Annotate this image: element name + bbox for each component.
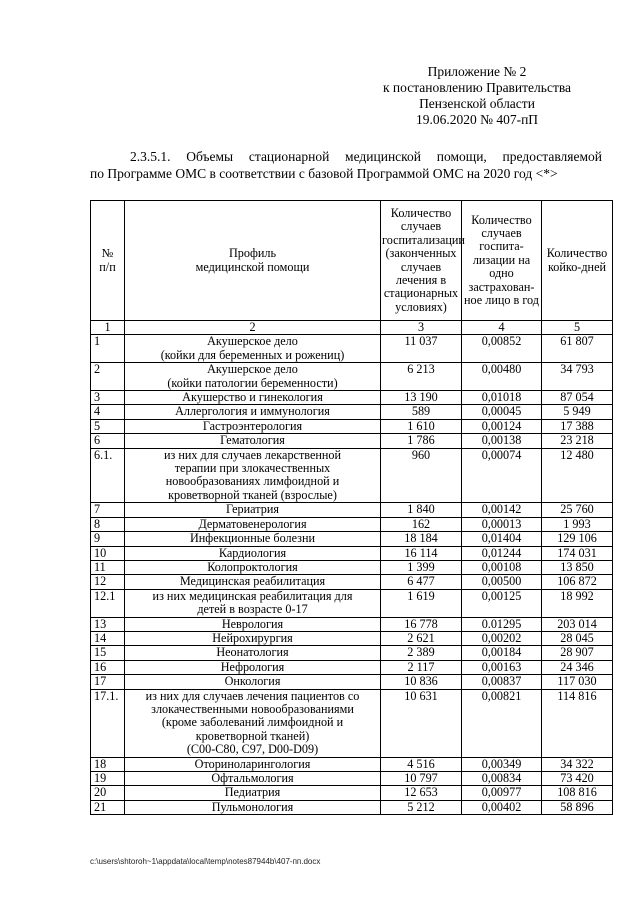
table-row — [91, 363, 613, 391]
table-row — [91, 689, 613, 757]
row-bed-days: 23 218 — [542, 434, 613, 448]
row-bed-days: 17 388 — [542, 419, 613, 433]
row-per-person: 0,00138 — [462, 434, 542, 448]
row-number: 6 — [91, 434, 125, 448]
row-cases: 10 631 — [381, 689, 462, 757]
row-bed-days: 13 850 — [542, 560, 613, 574]
row-cases: 11 037 — [381, 335, 462, 363]
row-cases: 1 610 — [381, 419, 462, 433]
row-per-person: 0,00074 — [462, 448, 542, 503]
row-per-person: 0,00142 — [462, 503, 542, 517]
row-profile: Педиатрия — [125, 786, 381, 800]
row-per-person: 0,01404 — [462, 532, 542, 546]
row-per-person: 0,00125 — [462, 589, 542, 617]
row-profile: Пульмонология — [125, 800, 381, 814]
row-profile: из них для случаев лечения пациентов со злокачественными новообразованиями (кроме заболеваний лимфоидной и кроветворной тканей) (С00-С80, С97, D00-D09) — [125, 689, 381, 757]
row-per-person: 0,00837 — [462, 675, 542, 689]
row-per-person: 0,00184 — [462, 646, 542, 660]
row-number: 10 — [91, 546, 125, 560]
row-number: 16 — [91, 660, 125, 674]
header-cases: Количество случаев госпитализации (законченных случаев лечения в стационарных условиях) — [381, 201, 462, 321]
row-profile: Аллергология и иммунология — [125, 405, 381, 419]
row-bed-days: 73 420 — [542, 772, 613, 786]
row-profile: Колопроктология — [125, 560, 381, 574]
row-per-person: 0,00124 — [462, 419, 542, 433]
table-row — [91, 405, 613, 419]
appendix-title: Приложение № 2 — [427, 64, 527, 79]
column-index: 1 — [91, 321, 125, 335]
table-row — [91, 589, 613, 617]
row-per-person: 0,00349 — [462, 757, 542, 771]
table-row — [91, 660, 613, 674]
header-bed-days: Количество койко-дней — [542, 201, 613, 321]
row-per-person: 0,00202 — [462, 631, 542, 645]
row-per-person: 0,01018 — [462, 391, 542, 405]
row-number: 1 — [91, 335, 125, 363]
column-index: 2 — [125, 321, 381, 335]
row-profile: Акушерское дело (койки патологии беременности) — [125, 363, 381, 391]
row-per-person: 0,00108 — [462, 560, 542, 574]
table-row — [91, 617, 613, 631]
row-bed-days: 1 993 — [542, 517, 613, 531]
row-bed-days: 18 992 — [542, 589, 613, 617]
column-index: 5 — [542, 321, 613, 335]
section-heading-line-2: по Программе ОМС в соответствии с базовой Программой ОМС на 2020 год <*> — [90, 166, 558, 181]
row-number: 6.1. — [91, 448, 125, 503]
row-number: 20 — [91, 786, 125, 800]
row-cases: 12 653 — [381, 786, 462, 800]
row-per-person: 0,01244 — [462, 546, 542, 560]
row-profile: Офтальмология — [125, 772, 381, 786]
row-per-person: 0,00163 — [462, 660, 542, 674]
section-heading — [90, 148, 602, 182]
table-row — [91, 419, 613, 433]
row-bed-days: 25 760 — [542, 503, 613, 517]
row-bed-days: 114 816 — [542, 689, 613, 757]
table-row — [91, 675, 613, 689]
row-cases: 4 516 — [381, 757, 462, 771]
row-number: 21 — [91, 800, 125, 814]
row-cases: 589 — [381, 405, 462, 419]
table-row — [91, 546, 613, 560]
row-number: 7 — [91, 503, 125, 517]
row-cases: 6 213 — [381, 363, 462, 391]
table-row — [91, 448, 613, 503]
header-per-person: Количество случаев госпита-лизации на одно застрахован-ное лицо в год — [462, 201, 542, 321]
row-per-person: 0.01295 — [462, 617, 542, 631]
row-cases: 1 399 — [381, 560, 462, 574]
row-per-person: 0,00977 — [462, 786, 542, 800]
row-number: 15 — [91, 646, 125, 660]
row-cases: 2 621 — [381, 631, 462, 645]
inpatient-care-volume-table — [90, 200, 613, 815]
row-profile: Кардиология — [125, 546, 381, 560]
row-cases: 18 184 — [381, 532, 462, 546]
row-bed-days: 5 949 — [542, 405, 613, 419]
row-profile: Нейрохирургия — [125, 631, 381, 645]
row-profile: Неонатология — [125, 646, 381, 660]
row-bed-days: 28 907 — [542, 646, 613, 660]
column-index-row — [91, 321, 613, 335]
row-cases: 162 — [381, 517, 462, 531]
table-body — [91, 321, 613, 815]
row-bed-days: 28 045 — [542, 631, 613, 645]
file-path-footer: c:\users\shtoroh~1\appdata\local\temp\notes87944b\407-пп.docx — [90, 857, 321, 866]
table-row — [91, 757, 613, 771]
row-number: 13 — [91, 617, 125, 631]
table-row — [91, 646, 613, 660]
row-bed-days: 24 346 — [542, 660, 613, 674]
row-profile: Медицинская реабилитация — [125, 575, 381, 589]
row-per-person: 0,00821 — [462, 689, 542, 757]
row-number: 4 — [91, 405, 125, 419]
row-cases: 16 778 — [381, 617, 462, 631]
table-row — [91, 503, 613, 517]
row-number: 17 — [91, 675, 125, 689]
row-bed-days: 87 054 — [542, 391, 613, 405]
row-profile: Гастроэнтерология — [125, 419, 381, 433]
row-profile: Оториноларингология — [125, 757, 381, 771]
row-profile: Онкология — [125, 675, 381, 689]
row-cases: 6 477 — [381, 575, 462, 589]
row-profile: Акушерское дело (койки для беременных и рожениц) — [125, 335, 381, 363]
row-number: 18 — [91, 757, 125, 771]
appendix-header — [360, 64, 594, 128]
table-row — [91, 391, 613, 405]
table-row — [91, 800, 613, 814]
row-profile: Дерматовенерология — [125, 517, 381, 531]
table-row — [91, 772, 613, 786]
row-number: 9 — [91, 532, 125, 546]
row-per-person: 0,00013 — [462, 517, 542, 531]
table-row — [91, 560, 613, 574]
row-profile: Неврология — [125, 617, 381, 631]
table-row — [91, 786, 613, 800]
row-number: 5 — [91, 419, 125, 433]
row-cases: 16 114 — [381, 546, 462, 560]
appendix-reference: к постановлению Правительства — [382, 80, 572, 95]
row-profile: из них для случаев лекарственной терапии при злокачественных новообразованиях лимфоидной и кроветворной тканей (взрослые) — [125, 448, 381, 503]
row-cases: 13 190 — [381, 391, 462, 405]
row-bed-days: 117 030 — [542, 675, 613, 689]
row-cases: 1 786 — [381, 434, 462, 448]
table-row — [91, 631, 613, 645]
table-row — [91, 517, 613, 531]
table-row — [91, 335, 613, 363]
row-per-person: 0,00045 — [462, 405, 542, 419]
row-number: 12.1 — [91, 589, 125, 617]
row-bed-days: 61 807 — [542, 335, 613, 363]
row-cases: 1 840 — [381, 503, 462, 517]
row-number: 12 — [91, 575, 125, 589]
row-profile: Гематология — [125, 434, 381, 448]
row-number: 8 — [91, 517, 125, 531]
row-bed-days: 129 106 — [542, 532, 613, 546]
row-per-person: 0,00480 — [462, 363, 542, 391]
row-cases: 2 389 — [381, 646, 462, 660]
row-cases: 10 797 — [381, 772, 462, 786]
column-index: 3 — [381, 321, 462, 335]
column-index: 4 — [462, 321, 542, 335]
row-number: 2 — [91, 363, 125, 391]
row-bed-days: 106 872 — [542, 575, 613, 589]
row-profile: Гериатрия — [125, 503, 381, 517]
table-row — [91, 434, 613, 448]
appendix-region: Пензенской области — [419, 96, 535, 111]
row-bed-days: 34 793 — [542, 363, 613, 391]
row-per-person: 0,00834 — [462, 772, 542, 786]
row-number: 14 — [91, 631, 125, 645]
row-cases: 5 212 — [381, 800, 462, 814]
section-heading-line-1: 2.3.5.1. Объемы стационарной медицинской помощи, предоставляемой — [130, 149, 602, 164]
row-profile: Нефрология — [125, 660, 381, 674]
row-bed-days: 12 480 — [542, 448, 613, 503]
header-number: № п/п — [91, 201, 125, 321]
row-bed-days: 108 816 — [542, 786, 613, 800]
row-cases: 960 — [381, 448, 462, 503]
table-header-row — [91, 201, 613, 321]
row-profile: из них медицинская реабилитация для детей в возрасте 0-17 — [125, 589, 381, 617]
row-bed-days: 174 031 — [542, 546, 613, 560]
table-row — [91, 575, 613, 589]
appendix-date-number: 19.06.2020 № 407-пП — [415, 112, 539, 127]
table-row — [91, 532, 613, 546]
row-number: 3 — [91, 391, 125, 405]
row-per-person: 0,00500 — [462, 575, 542, 589]
row-cases: 1 619 — [381, 589, 462, 617]
row-profile: Инфекционные болезни — [125, 532, 381, 546]
row-number: 11 — [91, 560, 125, 574]
row-profile: Акушерство и гинекология — [125, 391, 381, 405]
header-profile: Профиль медицинской помощи — [125, 201, 381, 321]
row-per-person: 0,00852 — [462, 335, 542, 363]
row-number: 19 — [91, 772, 125, 786]
row-bed-days: 34 322 — [542, 757, 613, 771]
row-number: 17.1. — [91, 689, 125, 757]
row-bed-days: 203 014 — [542, 617, 613, 631]
row-cases: 10 836 — [381, 675, 462, 689]
row-bed-days: 58 896 — [542, 800, 613, 814]
row-per-person: 0,00402 — [462, 800, 542, 814]
row-cases: 2 117 — [381, 660, 462, 674]
